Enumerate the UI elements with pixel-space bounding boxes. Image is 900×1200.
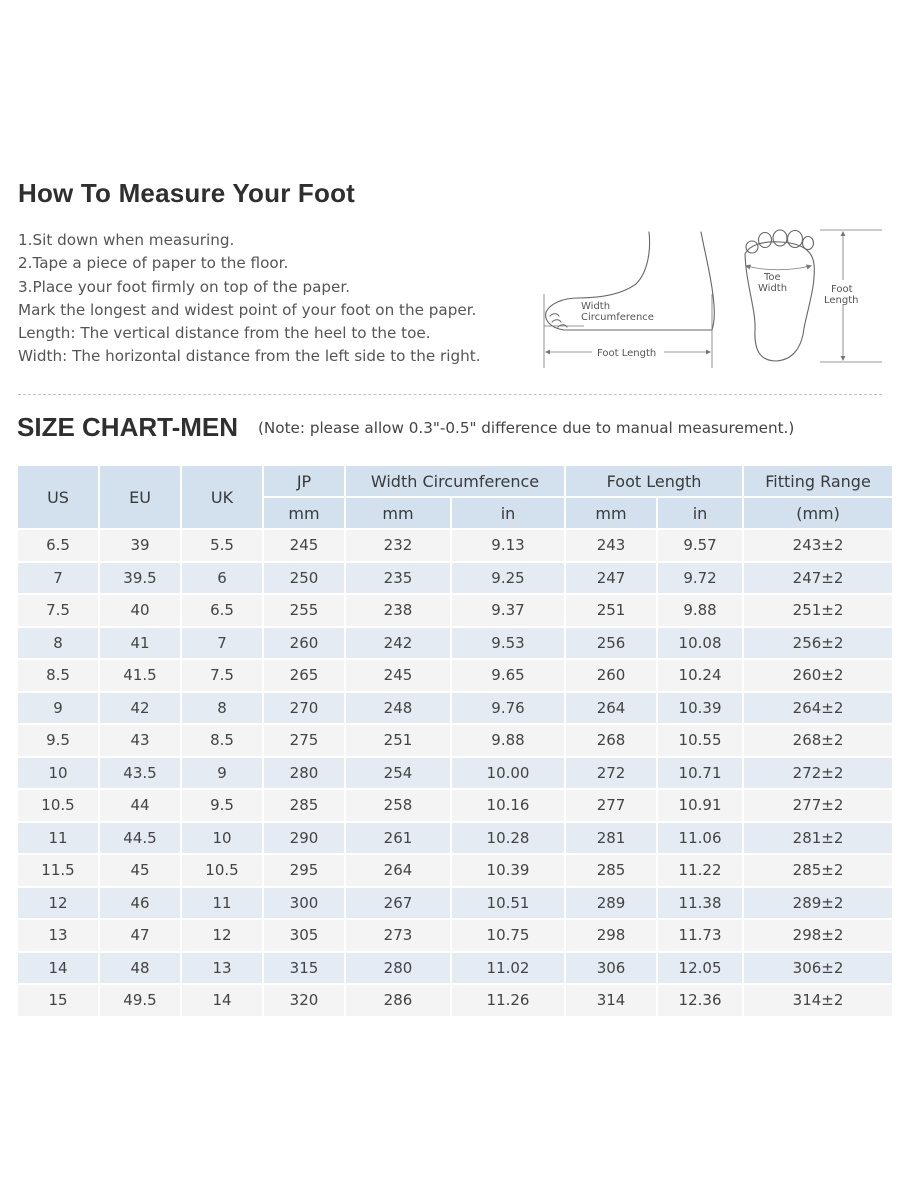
cell-width-in: 9.76 — [452, 693, 564, 724]
side-circumference-label: Circumference — [581, 312, 654, 323]
cell-fitting-range: 314±2 — [744, 985, 892, 1016]
header-width-in: in — [452, 498, 564, 528]
cell-length-mm: 264 — [566, 693, 656, 724]
cell-fitting-range: 247±2 — [744, 563, 892, 594]
cell-eu: 41.5 — [100, 660, 180, 691]
cell-length-mm: 243 — [566, 530, 656, 561]
cell-width-mm: 264 — [346, 855, 450, 886]
header-fitting-range: Fitting Range — [744, 466, 892, 496]
cell-eu: 39 — [100, 530, 180, 561]
cell-length-in: 11.73 — [658, 920, 742, 951]
header-length-mm: mm — [566, 498, 656, 528]
cell-fitting-range: 243±2 — [744, 530, 892, 561]
cell-length-mm: 272 — [566, 758, 656, 789]
cell-width-mm: 254 — [346, 758, 450, 789]
side-width-label: Width — [581, 301, 611, 312]
cell-us: 10 — [18, 758, 98, 789]
cell-width-in: 9.25 — [452, 563, 564, 594]
instruction-line: 1.Sit down when measuring. — [18, 231, 235, 249]
cell-width-in: 10.75 — [452, 920, 564, 951]
cell-eu: 43.5 — [100, 758, 180, 789]
cell-length-in: 9.88 — [658, 595, 742, 626]
cell-eu: 44 — [100, 790, 180, 821]
size-chart-table — [16, 464, 894, 1018]
cell-width-in: 9.65 — [452, 660, 564, 691]
cell-us: 7 — [18, 563, 98, 594]
cell-length-in: 10.39 — [658, 693, 742, 724]
cell-us: 9.5 — [18, 725, 98, 756]
cell-length-in: 12.36 — [658, 985, 742, 1016]
foot-diagram-svg — [540, 228, 885, 373]
cell-length-in: 10.91 — [658, 790, 742, 821]
header-us: US — [18, 466, 98, 528]
cell-jp-mm: 245 — [264, 530, 344, 561]
table-row — [18, 855, 892, 886]
cell-length-mm: 289 — [566, 888, 656, 919]
instruction-line: 3.Place your foot firmly on top of the paper. — [18, 277, 351, 296]
cell-fitting-range: 298±2 — [744, 920, 892, 951]
table-row — [18, 725, 892, 756]
cell-width-mm: 248 — [346, 693, 450, 724]
cell-length-mm: 268 — [566, 725, 656, 756]
cell-us: 8.5 — [18, 660, 98, 691]
cell-width-mm: 267 — [346, 888, 450, 919]
top-toe-label: Toe — [764, 272, 781, 283]
cell-jp-mm: 255 — [264, 595, 344, 626]
cell-length-mm: 251 — [566, 595, 656, 626]
cell-eu: 49.5 — [100, 985, 180, 1016]
cell-uk: 9 — [182, 758, 262, 789]
size-chart-body — [18, 530, 892, 1016]
header-uk: UK — [182, 466, 262, 528]
table-row — [18, 563, 892, 594]
header-foot-length: Foot Length — [566, 466, 742, 496]
cell-uk: 10 — [182, 823, 262, 854]
cell-us: 13 — [18, 920, 98, 951]
cell-length-mm: 314 — [566, 985, 656, 1016]
cell-width-mm: 235 — [346, 563, 450, 594]
cell-jp-mm: 270 — [264, 693, 344, 724]
cell-width-mm: 238 — [346, 595, 450, 626]
table-row — [18, 758, 892, 789]
cell-width-mm: 258 — [346, 790, 450, 821]
header-jp: JP — [264, 466, 344, 496]
cell-uk: 6.5 — [182, 595, 262, 626]
cell-eu: 45 — [100, 855, 180, 886]
cell-length-in: 10.24 — [658, 660, 742, 691]
cell-width-mm: 251 — [346, 725, 450, 756]
cell-uk: 12 — [182, 920, 262, 951]
cell-width-in: 9.13 — [452, 530, 564, 561]
cell-us: 7.5 — [18, 595, 98, 626]
cell-width-in: 10.39 — [452, 855, 564, 886]
cell-width-mm: 273 — [346, 920, 450, 951]
cell-width-in: 10.51 — [452, 888, 564, 919]
cell-length-mm: 260 — [566, 660, 656, 691]
table-row — [18, 823, 892, 854]
cell-jp-mm: 315 — [264, 953, 344, 984]
instruction-line: Mark the longest and widest point of your foot on the paper. — [18, 300, 477, 319]
cell-length-mm: 306 — [566, 953, 656, 984]
instruction-line: Width: The horizontal distance from the left side to the right. — [18, 347, 481, 366]
table-row — [18, 693, 892, 724]
measure-title: How To Measure Your Foot — [18, 178, 356, 208]
cell-width-in: 10.28 — [452, 823, 564, 854]
cell-us: 10.5 — [18, 790, 98, 821]
cell-uk: 11 — [182, 888, 262, 919]
table-row — [18, 790, 892, 821]
cell-fitting-range: 285±2 — [744, 855, 892, 886]
cell-eu: 46 — [100, 888, 180, 919]
cell-length-in: 9.57 — [658, 530, 742, 561]
cell-us: 9 — [18, 693, 98, 724]
cell-uk: 9.5 — [182, 790, 262, 821]
cell-jp-mm: 275 — [264, 725, 344, 756]
cell-length-in: 10.08 — [658, 628, 742, 659]
cell-fitting-range: 251±2 — [744, 595, 892, 626]
cell-width-in: 10.00 — [452, 758, 564, 789]
cell-jp-mm: 250 — [264, 563, 344, 594]
cell-jp-mm: 295 — [264, 855, 344, 886]
cell-width-in: 9.53 — [452, 628, 564, 659]
cell-width-in: 11.02 — [452, 953, 564, 984]
header-width-mm: mm — [346, 498, 450, 528]
cell-length-mm: 256 — [566, 628, 656, 659]
header-jp-unit: mm — [264, 498, 344, 528]
top-length-label: Length — [824, 295, 859, 306]
cell-width-in: 10.16 — [452, 790, 564, 821]
table-row — [18, 530, 892, 561]
cell-uk: 13 — [182, 953, 262, 984]
table-row — [18, 920, 892, 951]
cell-jp-mm: 300 — [264, 888, 344, 919]
cell-us: 11.5 — [18, 855, 98, 886]
cell-uk: 7 — [182, 628, 262, 659]
header-fitting-unit: (mm) — [744, 498, 892, 528]
cell-length-in: 11.22 — [658, 855, 742, 886]
side-foot-length-label: Foot Length — [597, 348, 657, 359]
table-row — [18, 953, 892, 984]
cell-width-in: 9.88 — [452, 725, 564, 756]
cell-jp-mm: 320 — [264, 985, 344, 1016]
header-length-in: in — [658, 498, 742, 528]
cell-length-in: 11.38 — [658, 888, 742, 919]
header-eu: EU — [100, 466, 180, 528]
cell-eu: 41 — [100, 628, 180, 659]
table-row — [18, 628, 892, 659]
cell-jp-mm: 285 — [264, 790, 344, 821]
table-row — [18, 888, 892, 919]
measure-instructions — [18, 229, 538, 369]
cell-eu: 39.5 — [100, 563, 180, 594]
cell-jp-mm: 290 — [264, 823, 344, 854]
instruction-line: 2.Tape a piece of paper to the floor. — [18, 254, 289, 273]
foot-top-view-illustration — [745, 230, 814, 361]
cell-us: 8 — [18, 628, 98, 659]
cell-length-in: 12.05 — [658, 953, 742, 984]
cell-width-mm: 280 — [346, 953, 450, 984]
cell-fitting-range: 277±2 — [744, 790, 892, 821]
cell-length-mm: 281 — [566, 823, 656, 854]
cell-fitting-range: 268±2 — [744, 725, 892, 756]
cell-us: 11 — [18, 823, 98, 854]
cell-length-in: 10.55 — [658, 725, 742, 756]
cell-uk: 10.5 — [182, 855, 262, 886]
cell-us: 12 — [18, 888, 98, 919]
cell-uk: 5.5 — [182, 530, 262, 561]
cell-length-in: 11.06 — [658, 823, 742, 854]
cell-eu: 43 — [100, 725, 180, 756]
top-foot-label: Foot — [831, 284, 853, 295]
cell-length-mm: 247 — [566, 563, 656, 594]
cell-uk: 14 — [182, 985, 262, 1016]
cell-jp-mm: 280 — [264, 758, 344, 789]
cell-uk: 8.5 — [182, 725, 262, 756]
cell-uk: 6 — [182, 563, 262, 594]
cell-jp-mm: 305 — [264, 920, 344, 951]
cell-fitting-range: 281±2 — [744, 823, 892, 854]
cell-uk: 7.5 — [182, 660, 262, 691]
cell-fitting-range: 306±2 — [744, 953, 892, 984]
cell-width-in: 11.26 — [452, 985, 564, 1016]
cell-width-mm: 232 — [346, 530, 450, 561]
cell-uk: 8 — [182, 693, 262, 724]
cell-eu: 47 — [100, 920, 180, 951]
cell-eu: 44.5 — [100, 823, 180, 854]
size-chart-note: (Note: please allow 0.3"-0.5" difference due to manual measurement.) — [258, 419, 795, 437]
cell-jp-mm: 260 — [264, 628, 344, 659]
cell-eu: 42 — [100, 693, 180, 724]
cell-fitting-range: 289±2 — [744, 888, 892, 919]
cell-fitting-range: 264±2 — [744, 693, 892, 724]
cell-us: 14 — [18, 953, 98, 984]
cell-length-mm: 298 — [566, 920, 656, 951]
cell-length-mm: 285 — [566, 855, 656, 886]
cell-width-mm: 245 — [346, 660, 450, 691]
cell-width-mm: 242 — [346, 628, 450, 659]
cell-fitting-range: 272±2 — [744, 758, 892, 789]
cell-eu: 48 — [100, 953, 180, 984]
cell-length-in: 9.72 — [658, 563, 742, 594]
header-row-top — [18, 466, 892, 496]
cell-length-mm: 277 — [566, 790, 656, 821]
cell-fitting-range: 260±2 — [744, 660, 892, 691]
table-row — [18, 660, 892, 691]
instruction-line: Length: The vertical distance from the heel to the toe. — [18, 324, 431, 343]
header-width-circumference: Width Circumference — [346, 466, 564, 496]
size-chart-title: SIZE CHART-MEN — [17, 412, 238, 442]
table-row — [18, 985, 892, 1016]
cell-us: 15 — [18, 985, 98, 1016]
foot-diagram — [540, 228, 885, 373]
section-divider — [18, 394, 882, 395]
cell-us: 6.5 — [18, 530, 98, 561]
cell-width-in: 9.37 — [452, 595, 564, 626]
cell-length-in: 10.71 — [658, 758, 742, 789]
top-width-label: Width — [758, 283, 788, 294]
cell-jp-mm: 265 — [264, 660, 344, 691]
cell-width-mm: 286 — [346, 985, 450, 1016]
table-row — [18, 595, 892, 626]
cell-width-mm: 261 — [346, 823, 450, 854]
toe-width-arrow — [745, 265, 812, 270]
cell-eu: 40 — [100, 595, 180, 626]
cell-fitting-range: 256±2 — [744, 628, 892, 659]
